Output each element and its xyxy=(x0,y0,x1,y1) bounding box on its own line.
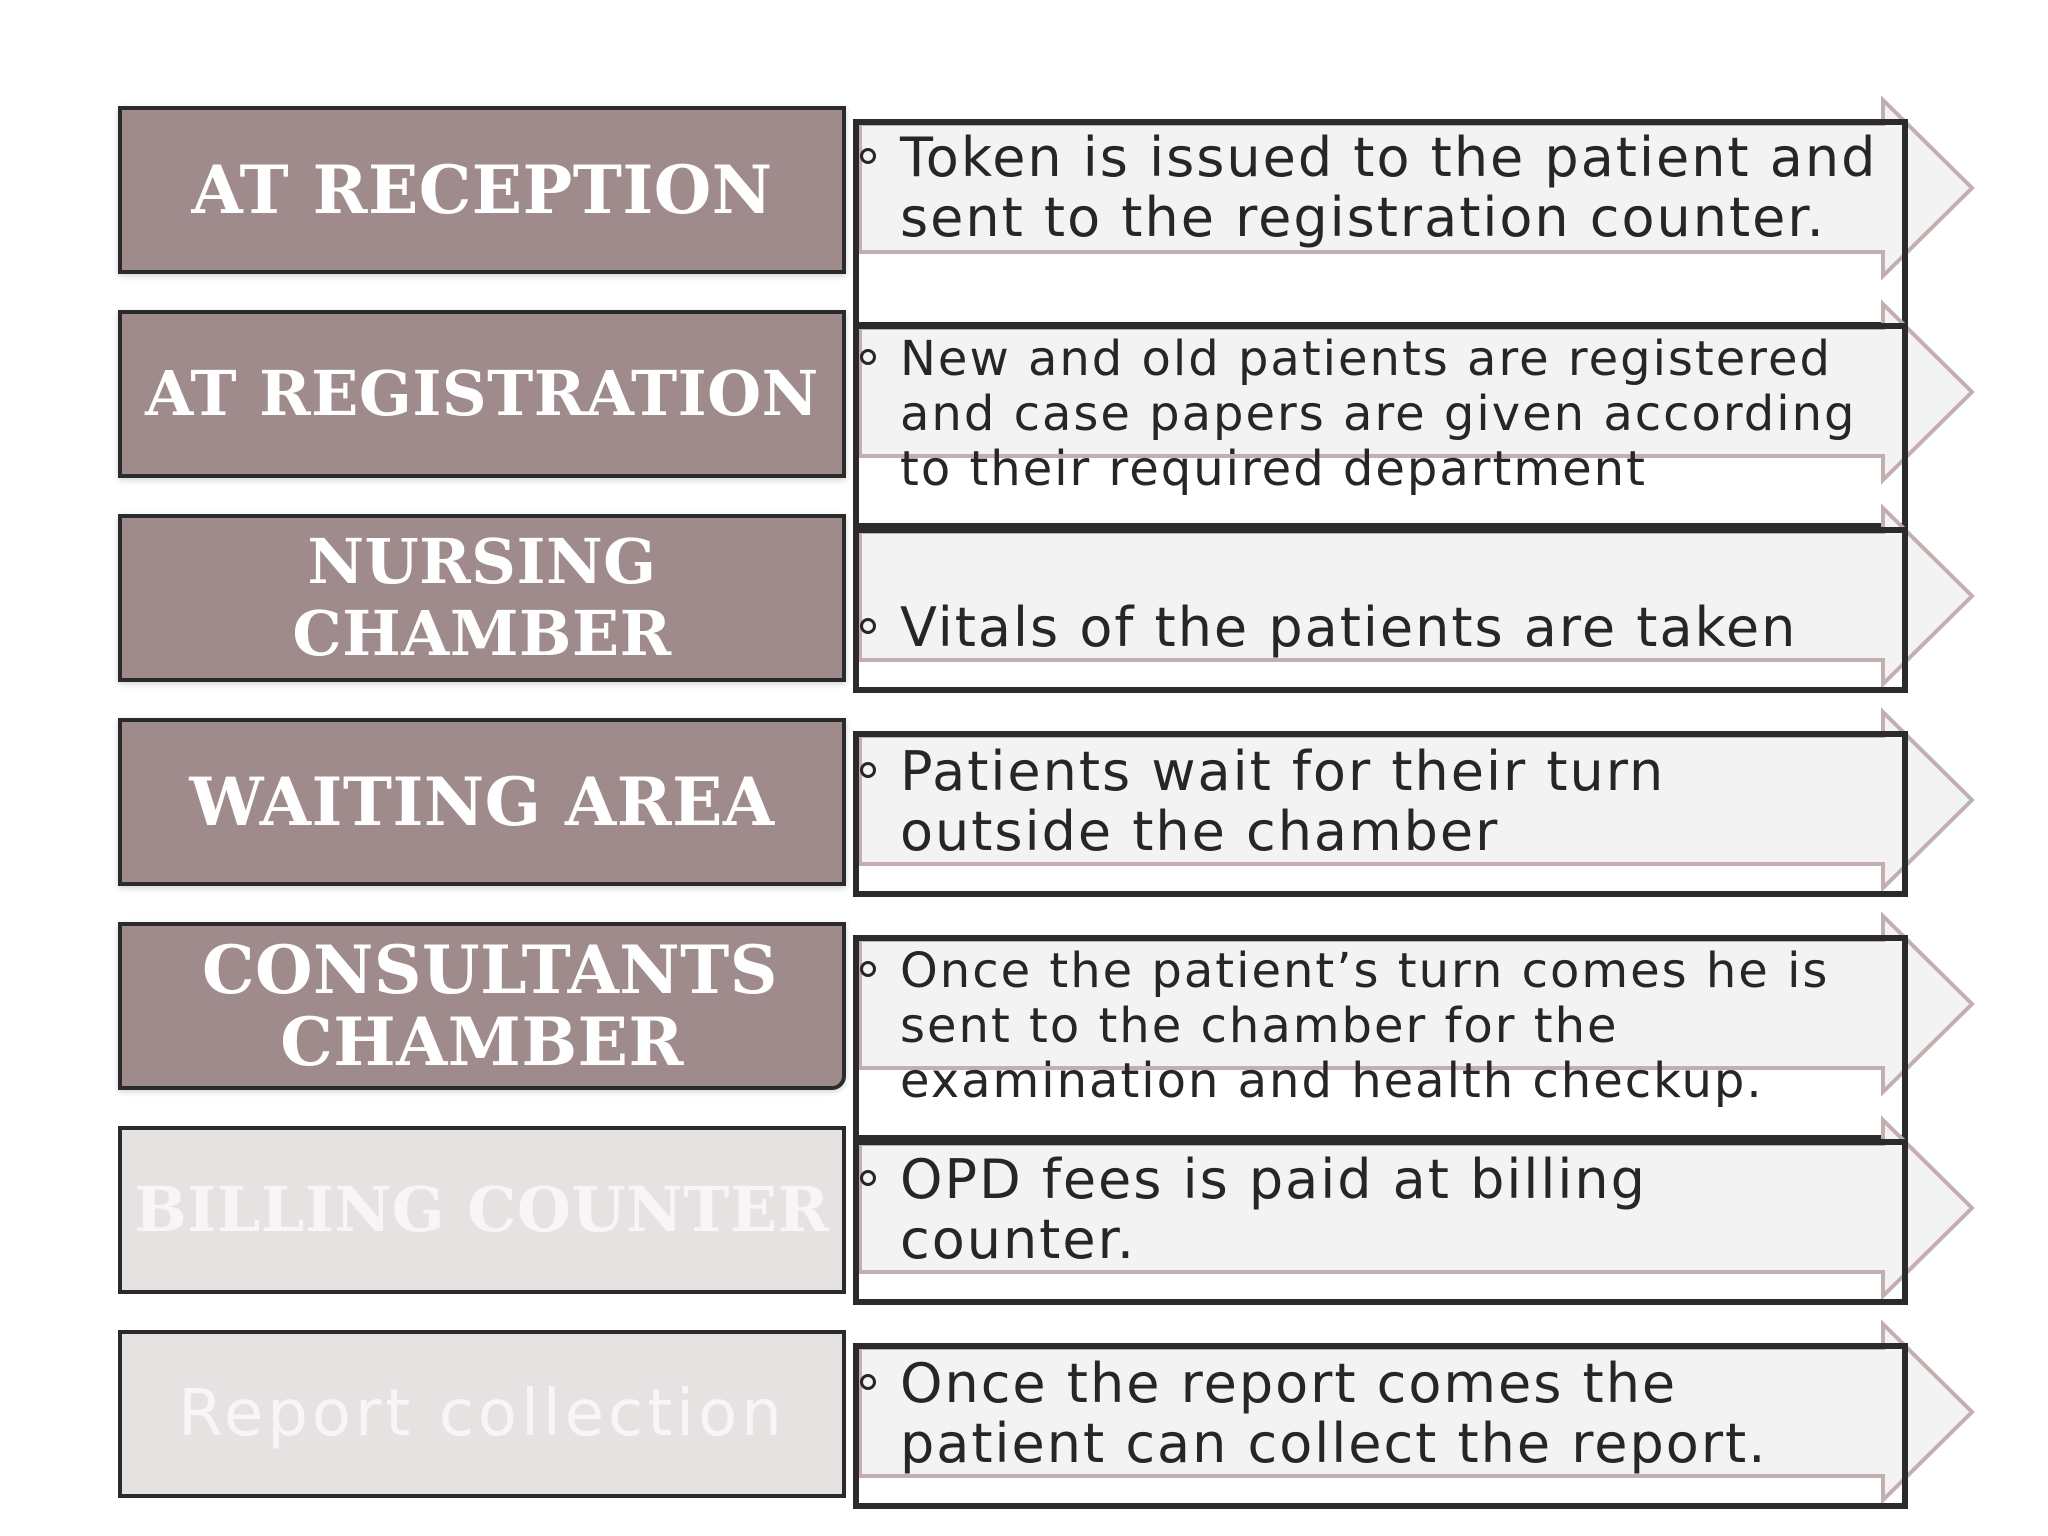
process-step-report xyxy=(0,1324,2048,1514)
step-label: AT RECEPTION xyxy=(191,151,773,229)
hollow-circle-bullet-icon xyxy=(860,148,876,164)
step-label-box xyxy=(118,922,846,1090)
process-step-nursing xyxy=(0,508,2048,698)
step-description: Token is issued to the patient and sent to the registration counter. xyxy=(860,128,1880,248)
hollow-circle-bullet-icon xyxy=(860,1374,876,1390)
step-description: Patients wait for their turn outside the chamber xyxy=(860,742,1880,862)
step-label-box xyxy=(118,106,846,274)
hollow-circle-bullet-icon xyxy=(860,618,876,634)
step-description: Vitals of the patients are taken xyxy=(860,598,1880,658)
step-label-box xyxy=(118,1330,846,1498)
step-label-box xyxy=(118,310,846,478)
hollow-circle-bullet-icon xyxy=(860,349,876,365)
step-label: Report collection xyxy=(178,1377,786,1451)
process-step-reception xyxy=(0,100,2048,290)
step-description: OPD fees is paid at billing counter. xyxy=(860,1150,1880,1270)
step-label-box xyxy=(118,514,846,682)
step-label-box xyxy=(118,718,846,886)
step-label: WAITING AREA xyxy=(189,763,775,841)
step-description: New and old patients are registered and case papers are given according to their required department xyxy=(860,332,1880,497)
step-description: Once the patient’s turn comes he is sent to the chamber for the examination and health checkup. xyxy=(860,944,1880,1109)
step-label: AT REGISTRATION xyxy=(145,357,819,430)
step-label-box xyxy=(118,1126,846,1294)
step-label: BILLING COUNTER xyxy=(134,1173,830,1246)
process-step-registration xyxy=(0,304,2048,497)
process-step-consultants xyxy=(0,916,2048,1109)
hollow-circle-bullet-icon xyxy=(860,1170,876,1186)
process-step-waiting xyxy=(0,712,2048,902)
step-description: Once the report comes the patient can collect the report. xyxy=(860,1354,1880,1474)
hollow-circle-bullet-icon xyxy=(860,762,876,778)
step-label: NURSING CHAMBER xyxy=(292,525,672,670)
process-step-billing xyxy=(0,1120,2048,1310)
step-label: CONSULTANTS CHAMBER xyxy=(202,931,778,1081)
hollow-circle-bullet-icon xyxy=(860,961,876,977)
